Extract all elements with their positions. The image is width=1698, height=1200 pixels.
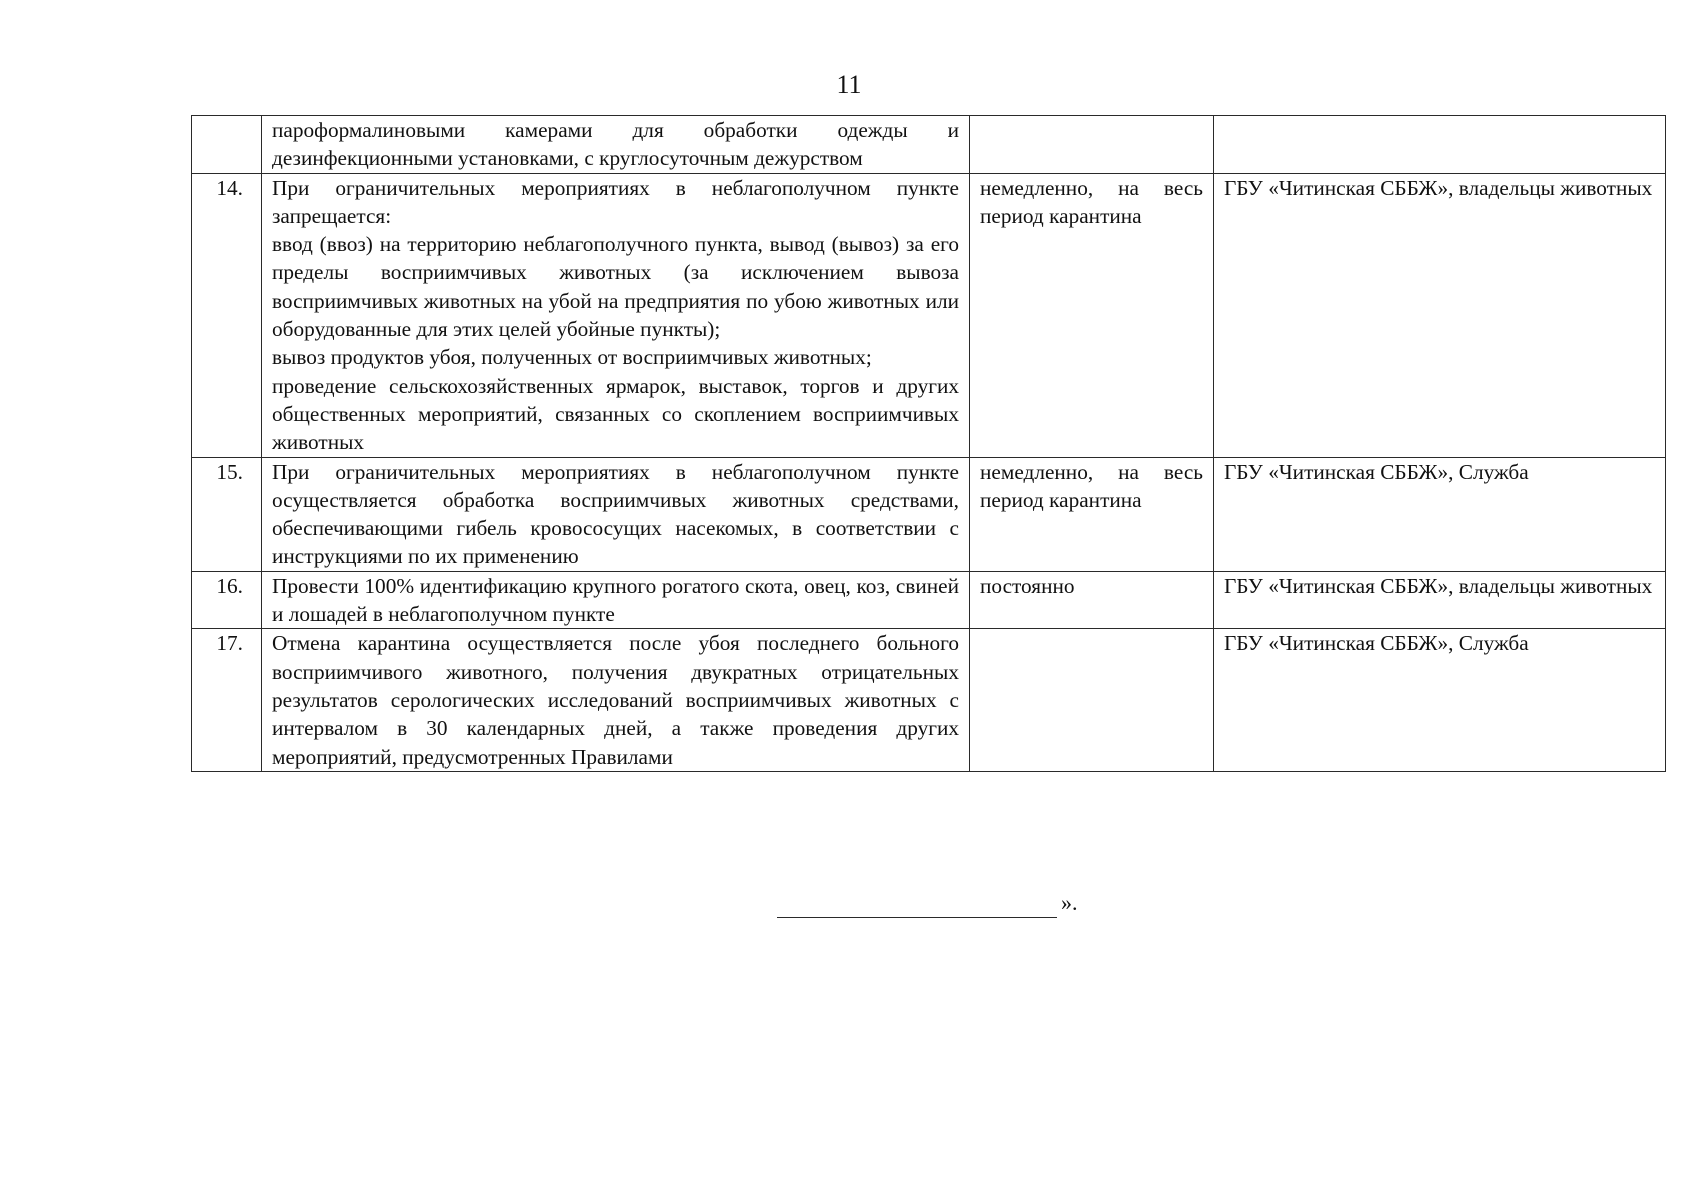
table-row xyxy=(192,571,1666,629)
row-number: 17. xyxy=(192,629,262,771)
measure-paragraph: ввод (ввоз) на территорию неблагополучного пункта, вывод (вывоз) за его пределы восприимчивых животных (за исключением вывоза восприимчивых животных на убой на предприятия по убою животных или оборудованные для этих целей убойные пункты); xyxy=(272,232,959,342)
term-cell: немедленно, на весь период карантина xyxy=(970,173,1214,457)
measure-cell xyxy=(262,116,970,174)
responsible-cell xyxy=(1214,116,1666,174)
responsible-cell: ГБУ «Читинская СББЖ», владельцы животных xyxy=(1214,571,1666,629)
table-row xyxy=(192,173,1666,457)
measure-paragraph: Отмена карантина осуществляется после убоя последнего больного восприимчивого животного, получения двукратных отрицательных результатов серологических исследований восприимчивых животных с интервалом в 30 календарных дней, а также проведения других мероприятий, предусмотренных Правилами xyxy=(272,631,959,769)
responsible-cell: ГБУ «Читинская СББЖ», Служба xyxy=(1214,629,1666,771)
term-cell: немедленно, на весь период карантина xyxy=(970,457,1214,571)
measures-table xyxy=(191,115,1666,772)
table-row xyxy=(192,116,1666,174)
closing-quote: ». xyxy=(1061,890,1078,915)
responsible-cell: ГБУ «Читинская СББЖ», владельцы животных xyxy=(1214,173,1666,457)
closing-mark xyxy=(777,888,1078,918)
term-cell xyxy=(970,116,1214,174)
measure-paragraph: проведение сельскохозяйственных ярмарок, выставок, торгов и других общественных мероприятий, связанных со скоплением восприимчивых животных xyxy=(272,373,959,455)
row-number: 14. xyxy=(192,173,262,457)
measure-cell xyxy=(262,629,970,771)
measure-paragraph: При ограничительных мероприятиях в неблагополучном пункте запрещается: xyxy=(272,175,959,228)
closing-underline xyxy=(777,893,1057,918)
measure-paragraph: вывоз продуктов убоя, полученных от восприимчивых животных; xyxy=(272,345,872,370)
measure-cell xyxy=(262,457,970,571)
measure-paragraph: пароформалиновыми камерами для обработки одежды и дезинфекционными установками, с круглосуточным дежурством xyxy=(272,118,959,171)
responsible-cell: ГБУ «Читинская СББЖ», Служба xyxy=(1214,457,1666,571)
measure-cell xyxy=(262,571,970,629)
measure-paragraph: При ограничительных мероприятиях в неблагополучном пункте осуществляется обработка восприимчивых животных средствами, обеспечивающими гибель кровососущих насекомых, в соответствии с инструкциями по их применению xyxy=(272,459,959,569)
measure-cell xyxy=(262,173,970,457)
term-cell: постоянно xyxy=(970,571,1214,629)
term-cell xyxy=(970,629,1214,771)
row-number: 16. xyxy=(192,571,262,629)
measure-paragraph: Провести 100% идентификацию крупного рогатого скота, овец, коз, свиней и лошадей в неблагополучном пункте xyxy=(272,573,959,627)
row-number: 15. xyxy=(192,457,262,571)
table-row xyxy=(192,629,1666,771)
table-body xyxy=(192,116,1666,772)
table-row xyxy=(192,457,1666,571)
page-number: 11 xyxy=(836,70,862,99)
row-number xyxy=(192,116,262,174)
